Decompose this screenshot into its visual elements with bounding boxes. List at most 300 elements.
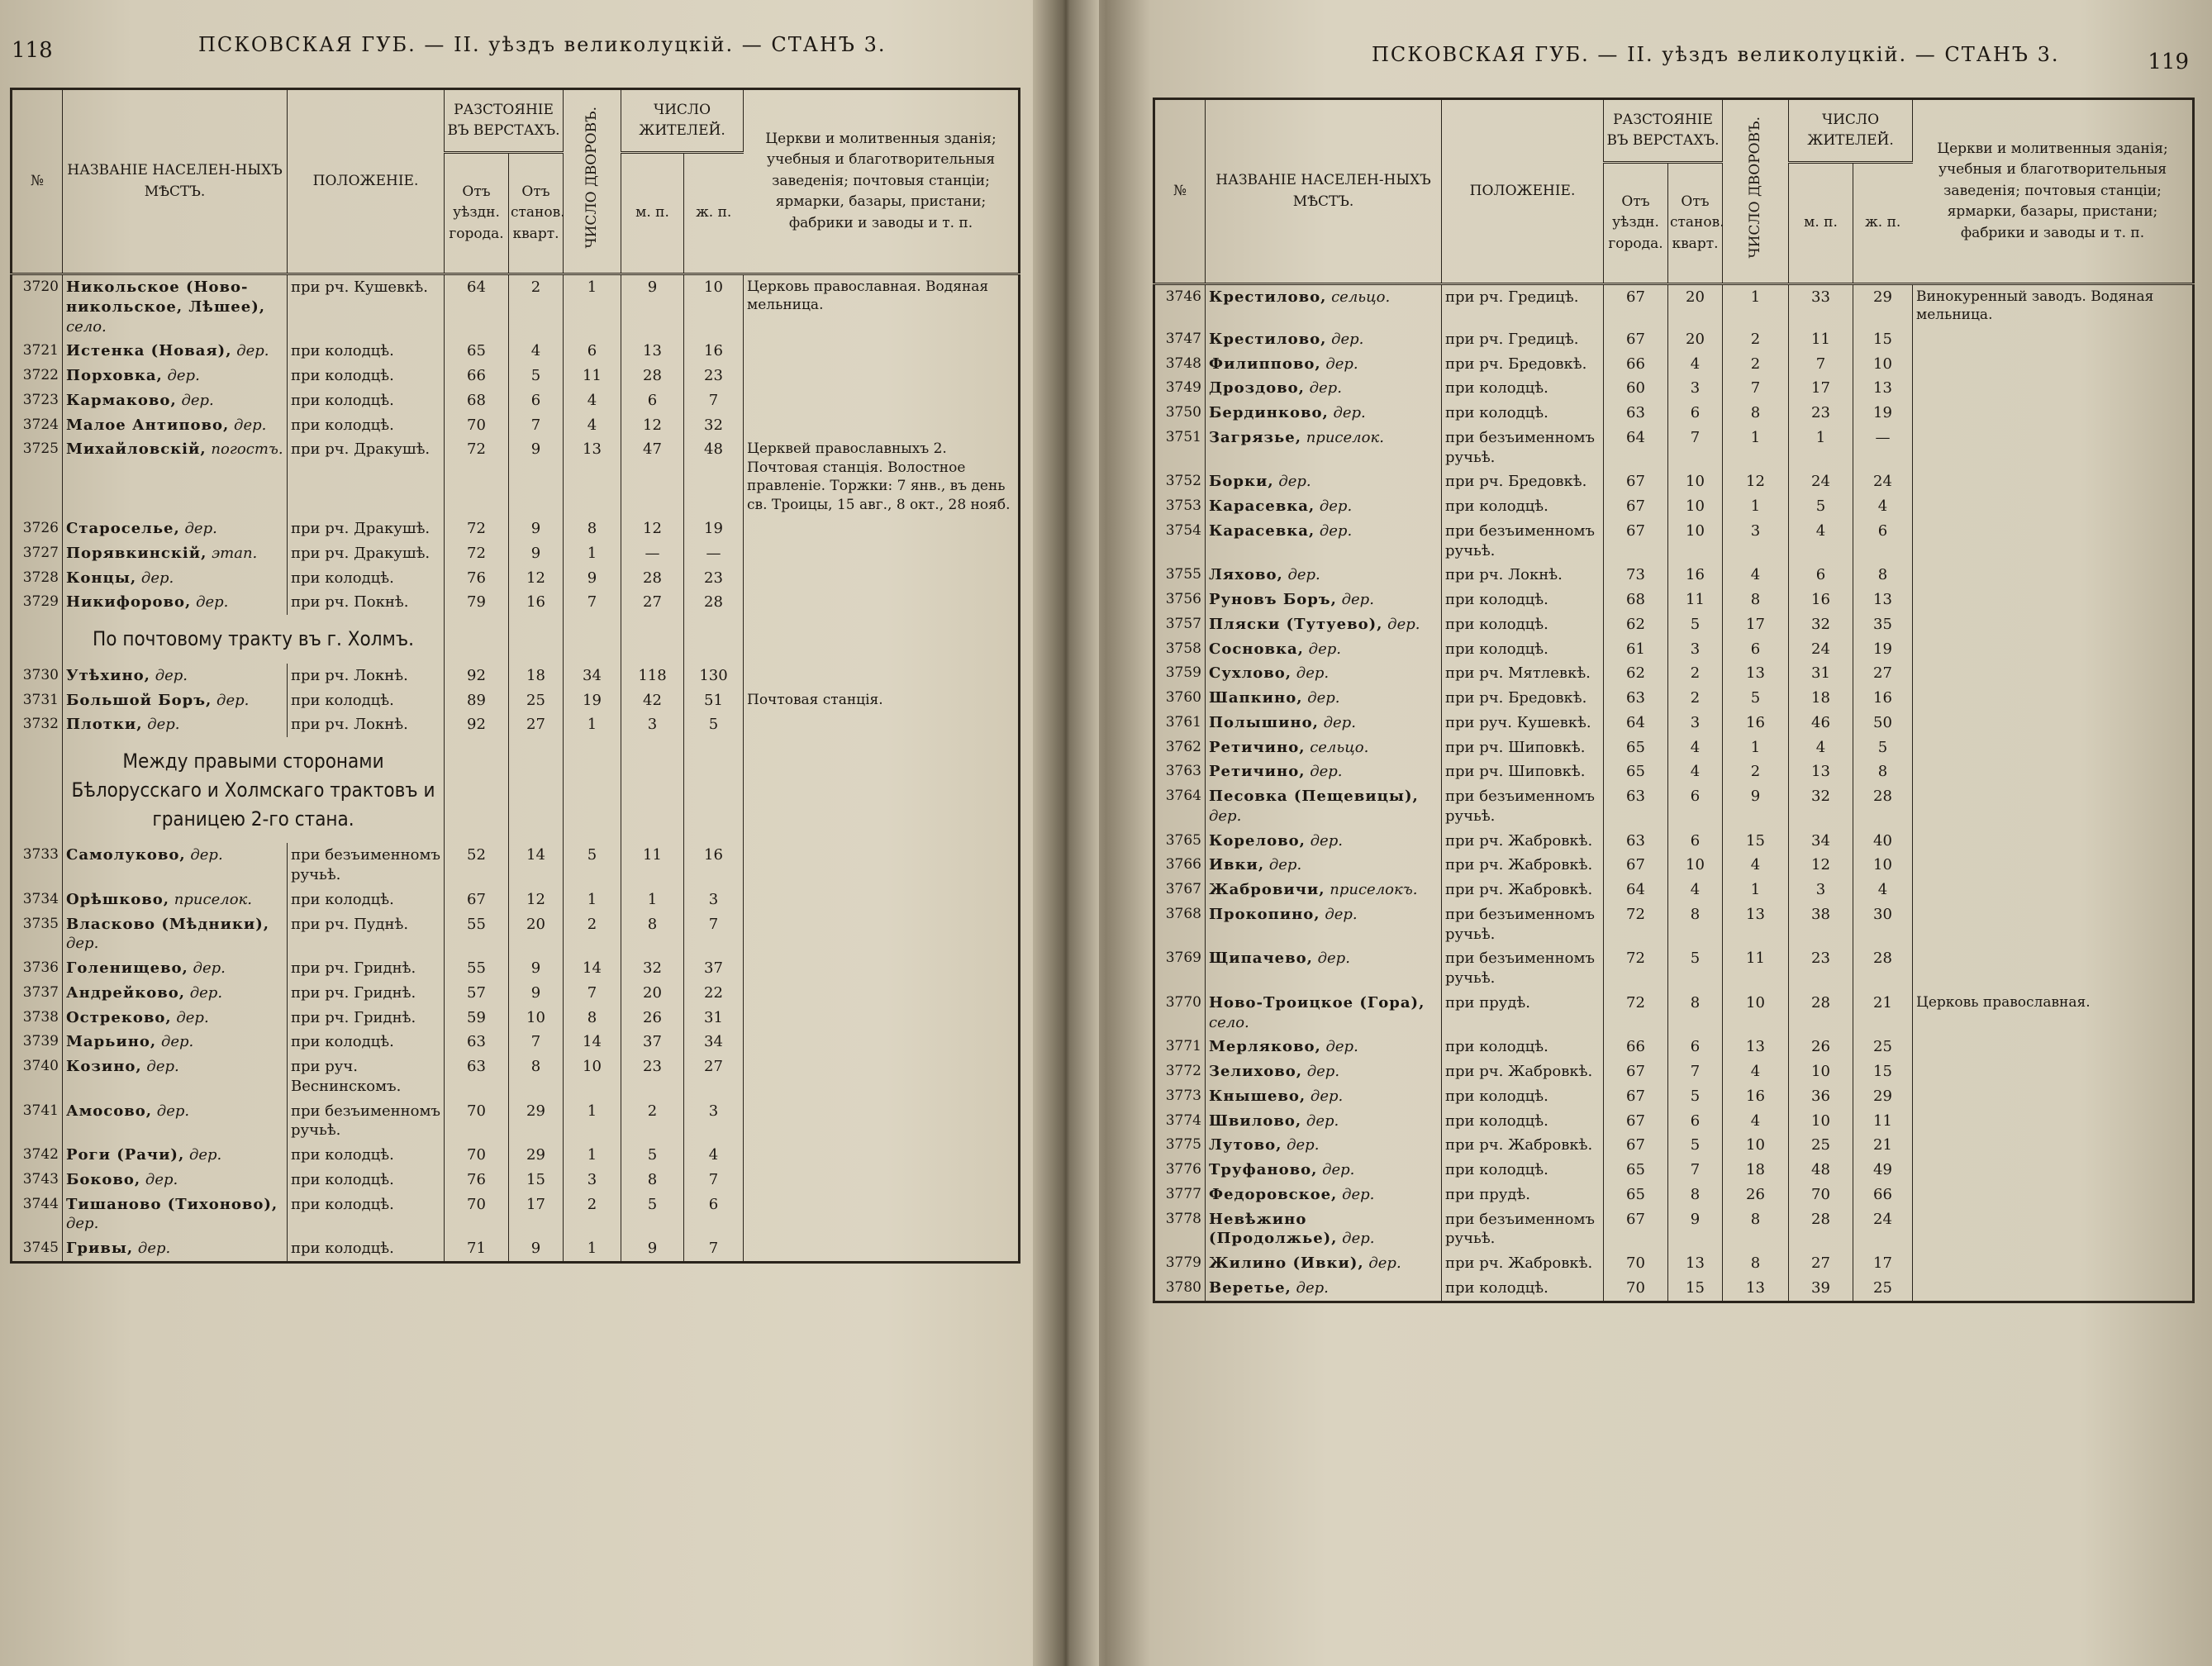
- distance-station: 16: [1668, 563, 1723, 588]
- distance-town: 72: [1604, 946, 1668, 991]
- female-count: 28: [1853, 784, 1913, 829]
- female-count: 7: [684, 1168, 744, 1192]
- place-name: Орѣшково,: [66, 890, 170, 908]
- row-number: 3773: [1154, 1084, 1206, 1109]
- notes: [1913, 401, 2194, 426]
- male-count: 23: [621, 1054, 684, 1099]
- table-row: [12, 274, 1020, 340]
- table-row: [1154, 494, 2194, 519]
- row-number: 3777: [1154, 1183, 1206, 1207]
- distance-town: 72: [1604, 902, 1668, 947]
- yards-count: 1: [1723, 426, 1789, 470]
- place-name: Порховка,: [66, 367, 163, 384]
- notes: [1913, 612, 2194, 637]
- place-name-cell: [1206, 469, 1442, 494]
- distance-town: 67: [1604, 327, 1668, 352]
- distance-station: 5: [1668, 1084, 1723, 1109]
- place-kind: дер.: [1341, 591, 1374, 609]
- notes: [1913, 637, 2194, 662]
- distance-town: 67: [445, 888, 509, 912]
- position: при рч. Локнѣ.: [288, 712, 445, 737]
- distance-station: 2: [1668, 661, 1723, 686]
- position: при рч. Мятлевкѣ.: [1442, 661, 1604, 686]
- row-number: 3776: [1154, 1158, 1206, 1183]
- female-count: 13: [1853, 376, 1913, 401]
- place-name: Староселье,: [66, 520, 180, 537]
- place-kind: дер.: [160, 1033, 194, 1051]
- table-row: [1154, 469, 2194, 494]
- female-count: —: [684, 541, 744, 566]
- place-kind: дер.: [1309, 379, 1342, 397]
- distance-station: 11: [1668, 588, 1723, 612]
- female-count: 25: [1853, 1276, 1913, 1302]
- row-number: 3751: [1154, 426, 1206, 470]
- col-name: НАЗВАНІЕ НАСЕЛЕН-НЫХЪ МѢСТЪ.: [1206, 99, 1442, 284]
- distance-town: 70: [445, 413, 509, 438]
- distance-station: 20: [509, 912, 564, 957]
- row-number: 3748: [1154, 352, 1206, 377]
- yards-count: 4: [564, 413, 621, 438]
- place-name-cell: [1206, 563, 1442, 588]
- place-name: Андрейково,: [66, 983, 186, 1002]
- row-number: 3760: [1154, 686, 1206, 711]
- row-number: 3721: [12, 339, 63, 364]
- place-name: Ивки,: [1209, 856, 1265, 874]
- distance-town: 72: [1604, 991, 1668, 1035]
- table-row: [12, 1236, 1020, 1262]
- place-name-cell: [63, 388, 288, 413]
- position: при колодцѣ.: [1442, 612, 1604, 637]
- distance-station: 7: [509, 1030, 564, 1054]
- table-row: [1154, 735, 2194, 760]
- male-count: 28: [621, 566, 684, 591]
- male-count: 6: [621, 388, 684, 413]
- female-count: 16: [1853, 686, 1913, 711]
- notes: [1913, 1276, 2194, 1302]
- empty-cell: [621, 737, 684, 843]
- section-heading: Между правыми сторонами Бѣлорусскаго и Холмскаго трактовъ и границею 2-го стана.: [63, 737, 445, 843]
- female-count: 30: [1853, 902, 1913, 947]
- notes: [1913, 1183, 2194, 1207]
- male-count: 3: [621, 712, 684, 737]
- row-number: 3758: [1154, 637, 1206, 662]
- female-count: 6: [1853, 519, 1913, 564]
- row-number: 3725: [12, 437, 63, 516]
- empty-cell: [564, 737, 621, 843]
- place-name-cell: [1206, 327, 1442, 352]
- row-number: 3763: [1154, 759, 1206, 784]
- position: при безъименномъ ручьѣ.: [1442, 426, 1604, 470]
- row-number: 3745: [12, 1236, 63, 1262]
- table-row: [12, 956, 1020, 981]
- table-row: [12, 1054, 1020, 1099]
- yards-count: 5: [1723, 686, 1789, 711]
- male-count: 16: [1789, 588, 1853, 612]
- place-name: Мерляково,: [1209, 1038, 1321, 1056]
- col-yards-label: ЧИСЛО ДВОРОВЪ.: [1746, 117, 1763, 259]
- notes: [1913, 376, 2194, 401]
- table-row: [1154, 1133, 2194, 1158]
- place-name: Жабровичи,: [1209, 881, 1325, 899]
- place-name: Козино,: [66, 1058, 142, 1076]
- yards-count: 1: [564, 1099, 621, 1144]
- position: при рч. Бредовкѣ.: [1442, 686, 1604, 711]
- yards-count: 3: [1723, 519, 1789, 564]
- position: при рч. Дракушѣ.: [288, 437, 445, 516]
- female-count: 27: [684, 1054, 744, 1099]
- table-row: [12, 1192, 1020, 1237]
- place-name-cell: [63, 1054, 288, 1099]
- male-count: 34: [1789, 829, 1853, 854]
- distance-station: 12: [509, 566, 564, 591]
- col-position: ПОЛОЖЕНІЕ.: [288, 89, 445, 274]
- male-count: 4: [1789, 519, 1853, 564]
- position: при колодцѣ.: [288, 1192, 445, 1237]
- place-name: Плотки,: [66, 716, 143, 734]
- row-number: 3754: [1154, 519, 1206, 564]
- col-yards: [1723, 99, 1789, 284]
- place-kind: дер.: [1306, 1111, 1339, 1130]
- male-count: 10: [1789, 1059, 1853, 1084]
- distance-town: 62: [1604, 661, 1668, 686]
- place-kind: дер.: [156, 1102, 190, 1120]
- place-name: Загрязье,: [1209, 428, 1301, 446]
- male-count: 8: [621, 912, 684, 957]
- place-name: Остреково,: [66, 1008, 172, 1026]
- row-number: 3747: [1154, 327, 1206, 352]
- col-from-station: Отъ станов. кварт.: [1668, 163, 1723, 284]
- place-name-cell: [1206, 1109, 1442, 1134]
- male-count: 28: [621, 364, 684, 388]
- yards-count: 16: [1723, 711, 1789, 735]
- female-count: 37: [684, 956, 744, 981]
- yards-count: 12: [1723, 469, 1789, 494]
- place-name: Никифорово,: [66, 593, 192, 612]
- yards-count: 7: [564, 981, 621, 1006]
- col-female: ж. п.: [1853, 163, 1913, 284]
- place-name-cell: [1206, 686, 1442, 711]
- yards-count: 10: [1723, 1133, 1789, 1158]
- table-row: [1154, 352, 2194, 377]
- distance-town: 62: [1604, 612, 1668, 637]
- place-kind: дер.: [189, 983, 223, 1002]
- place-name-cell: [63, 1143, 288, 1168]
- male-count: 6: [1789, 563, 1853, 588]
- position: при колодцѣ.: [288, 1236, 445, 1262]
- male-count: 27: [1789, 1251, 1853, 1276]
- place-kind: дер.: [1325, 355, 1358, 373]
- section-heading: По почтовому тракту въ г. Холмъ.: [63, 615, 445, 664]
- table-row: [1154, 902, 2194, 947]
- col-from-station: Отъ станов. кварт.: [509, 153, 564, 274]
- place-name: Бердинково,: [1209, 404, 1329, 422]
- yards-count: 16: [1723, 1084, 1789, 1109]
- notes: Церковь православная. Водяная мельница.: [747, 278, 989, 314]
- yards-count: 13: [1723, 1035, 1789, 1059]
- page-left: [0, 0, 1033, 1666]
- row-number: 3757: [1154, 612, 1206, 637]
- notes: [1913, 1207, 2194, 1252]
- notes: [1913, 1158, 2194, 1183]
- yards-count: 13: [1723, 1276, 1789, 1302]
- place-name-cell: [63, 274, 288, 340]
- row-number: 3766: [1154, 853, 1206, 878]
- yards-count: 4: [1723, 853, 1789, 878]
- position: при колодцѣ.: [288, 688, 445, 713]
- place-kind: дер.: [145, 1170, 178, 1188]
- distance-station: 5: [1668, 946, 1723, 991]
- table-row: [12, 388, 1020, 413]
- place-name-cell: [63, 1192, 288, 1237]
- distance-town: 63: [445, 1030, 509, 1054]
- yards-count: 8: [1723, 1207, 1789, 1252]
- place-name: Истенка (Новая),: [66, 342, 232, 360]
- table-row: [12, 843, 1020, 888]
- distance-town: 59: [445, 1006, 509, 1031]
- place-kind: дер.: [234, 416, 267, 434]
- position: при рч. Жабровкѣ.: [1442, 1133, 1604, 1158]
- row-number: 3746: [1154, 284, 1206, 327]
- yards-count: 18: [1723, 1158, 1789, 1183]
- distance-town: 64: [1604, 711, 1668, 735]
- row-number: 3753: [1154, 494, 1206, 519]
- distance-station: 10: [1668, 853, 1723, 878]
- col-male: м. п.: [1789, 163, 1853, 284]
- col-from-town: Отъ уѣздн. города.: [445, 153, 509, 274]
- place-name-cell: [1206, 401, 1442, 426]
- yards-count: 2: [564, 912, 621, 957]
- place-name-cell: [1206, 426, 1442, 470]
- table-row: [1154, 401, 2194, 426]
- distance-town: 66: [1604, 1035, 1668, 1059]
- col-yards: [564, 89, 621, 274]
- row-number: 3736: [12, 956, 63, 981]
- position: при рч. Жабровкѣ.: [1442, 829, 1604, 854]
- place-name-cell: [1206, 494, 1442, 519]
- table-row: [1154, 829, 2194, 854]
- place-kind: дер.: [236, 342, 269, 360]
- notes: [744, 1054, 1020, 1099]
- male-count: 42: [621, 688, 684, 713]
- position: при рч. Бредовкѣ.: [1442, 469, 1604, 494]
- place-name: Власково (Мѣдники),: [66, 915, 270, 933]
- distance-town: 72: [445, 516, 509, 541]
- col-female: ж. п.: [684, 153, 744, 274]
- place-kind: дер.: [147, 716, 180, 734]
- position: при рч. Локнѣ.: [288, 664, 445, 688]
- table-row: [1154, 661, 2194, 686]
- place-name-cell: [63, 1099, 288, 1144]
- female-count: 19: [1853, 401, 1913, 426]
- yards-count: 14: [564, 956, 621, 981]
- male-count: 32: [1789, 612, 1853, 637]
- male-count: 25: [1789, 1133, 1853, 1158]
- notes: [1913, 519, 2194, 564]
- distance-town: 65: [445, 339, 509, 364]
- female-count: 4: [684, 1143, 744, 1168]
- yards-count: 9: [1723, 784, 1789, 829]
- distance-town: 67: [1604, 853, 1668, 878]
- distance-station: 29: [509, 1143, 564, 1168]
- table-row: [12, 437, 1020, 516]
- settlements-table-left: [10, 88, 1020, 1264]
- row-number: 3740: [12, 1054, 63, 1099]
- place-kind: дер.: [167, 367, 200, 384]
- table-row: [12, 1099, 1020, 1144]
- distance-station: 6: [1668, 1035, 1723, 1059]
- page-number-right: 119: [2148, 50, 2189, 74]
- place-name: Дроздово,: [1209, 379, 1305, 397]
- female-count: 16: [684, 339, 744, 364]
- position: при колодцѣ.: [1442, 376, 1604, 401]
- row-number: 3756: [1154, 588, 1206, 612]
- distance-station: 3: [1668, 637, 1723, 662]
- male-count: 13: [1789, 759, 1853, 784]
- empty-cell: [509, 737, 564, 843]
- row-number: 3735: [12, 912, 63, 957]
- row-number: 3734: [12, 888, 63, 912]
- place-name: Никольское (Ново-никольское, Лѣшее),: [66, 278, 265, 316]
- male-count: 9: [621, 1236, 684, 1262]
- row-number: 3722: [12, 364, 63, 388]
- male-count: 8: [621, 1168, 684, 1192]
- distance-station: 9: [509, 437, 564, 516]
- col-no: №: [1154, 99, 1206, 284]
- male-count: 12: [621, 413, 684, 438]
- male-count: 26: [1789, 1035, 1853, 1059]
- female-count: 23: [684, 364, 744, 388]
- distance-station: 6: [1668, 784, 1723, 829]
- position: при рч. Гредицѣ.: [1442, 284, 1604, 327]
- position: при рч. Пуднѣ.: [288, 912, 445, 957]
- female-count: 3: [684, 1099, 744, 1144]
- male-count: 37: [621, 1030, 684, 1054]
- table-row: [1154, 711, 2194, 735]
- place-name-cell: [63, 1006, 288, 1031]
- yards-count: 19: [564, 688, 621, 713]
- female-count: 50: [1853, 711, 1913, 735]
- notes: Церковь православная.: [1916, 993, 2091, 1011]
- distance-station: 9: [509, 516, 564, 541]
- table-row: [12, 516, 1020, 541]
- distance-town: 89: [445, 688, 509, 713]
- male-count: 18: [1789, 686, 1853, 711]
- section-spacer: [12, 615, 63, 664]
- place-kind: село.: [1209, 1013, 1249, 1031]
- place-name-cell: [1206, 1207, 1442, 1252]
- col-distance: РАЗСТОЯНІЕ ВЪ ВЕРСТАХЪ.: [445, 89, 564, 153]
- male-count: 27: [621, 590, 684, 615]
- place-name-cell: [63, 516, 288, 541]
- female-count: 40: [1853, 829, 1913, 854]
- notes: [1913, 735, 2194, 760]
- female-count: 16: [684, 843, 744, 888]
- male-count: 20: [621, 981, 684, 1006]
- female-count: 8: [1853, 563, 1913, 588]
- notes: [1913, 711, 2194, 735]
- female-count: 23: [684, 566, 744, 591]
- row-number: 3752: [1154, 469, 1206, 494]
- place-name: Кнышево,: [1209, 1087, 1306, 1105]
- female-count: 29: [1853, 1084, 1913, 1109]
- row-number: 3750: [1154, 401, 1206, 426]
- notes: [744, 1236, 1020, 1262]
- distance-town: 70: [1604, 1276, 1668, 1302]
- table-body-left: [12, 274, 1020, 1263]
- distance-station: 8: [509, 1054, 564, 1099]
- place-kind: дер.: [1306, 1063, 1340, 1081]
- row-number: 3731: [12, 688, 63, 713]
- place-name: Швилово,: [1209, 1111, 1302, 1130]
- place-name: Боково,: [66, 1170, 141, 1188]
- female-count: 19: [684, 516, 744, 541]
- female-count: 4: [1853, 494, 1913, 519]
- male-count: 5: [1789, 494, 1853, 519]
- table-row: [1154, 563, 2194, 588]
- female-count: 21: [1853, 991, 1913, 1035]
- place-name: Утѣхино,: [66, 666, 150, 684]
- table-row: [12, 981, 1020, 1006]
- place-name-cell: [63, 437, 288, 516]
- place-kind: дер.: [140, 569, 174, 587]
- distance-town: 67: [1604, 469, 1668, 494]
- place-kind: приселокъ.: [1330, 881, 1418, 899]
- female-count: 15: [1853, 327, 1913, 352]
- yards-count: 11: [564, 364, 621, 388]
- empty-cell: [744, 737, 1020, 843]
- notes: [744, 912, 1020, 957]
- table-row: [1154, 426, 2194, 470]
- male-count: 24: [1789, 469, 1853, 494]
- position: при рч. Бредовкѣ.: [1442, 352, 1604, 377]
- place-kind: дер.: [146, 1058, 179, 1076]
- distance-station: 9: [509, 1236, 564, 1262]
- place-name: Щипачево,: [1209, 950, 1313, 968]
- female-count: 5: [684, 712, 744, 737]
- female-count: 6: [684, 1192, 744, 1237]
- yards-count: 6: [1723, 637, 1789, 662]
- male-count: 32: [621, 956, 684, 981]
- distance-station: 13: [1668, 1251, 1723, 1276]
- section-row: [12, 737, 1020, 843]
- yards-count: 1: [1723, 494, 1789, 519]
- male-count: 23: [1789, 401, 1853, 426]
- position: при колодцѣ.: [1442, 1035, 1604, 1059]
- male-count: 38: [1789, 902, 1853, 947]
- notes: [744, 1099, 1020, 1144]
- table-row: [12, 712, 1020, 737]
- table-row: [1154, 284, 2194, 327]
- distance-station: 9: [1668, 1207, 1723, 1252]
- place-name-cell: [1206, 519, 1442, 564]
- place-name-cell: [63, 1168, 288, 1192]
- place-kind: село.: [66, 317, 107, 336]
- place-kind: дер.: [1331, 330, 1364, 348]
- place-name-cell: [1206, 902, 1442, 947]
- position: при безъименномъ ручьѣ.: [288, 1099, 445, 1144]
- male-count: 12: [621, 516, 684, 541]
- place-kind: дер.: [1296, 664, 1330, 683]
- yards-count: 8: [564, 516, 621, 541]
- notes: [1913, 469, 2194, 494]
- notes: [744, 388, 1020, 413]
- distance-station: 9: [509, 956, 564, 981]
- male-count: 11: [621, 843, 684, 888]
- place-kind: дер.: [181, 391, 214, 409]
- yards-count: 5: [564, 843, 621, 888]
- male-count: 5: [621, 1143, 684, 1168]
- place-name-cell: [1206, 853, 1442, 878]
